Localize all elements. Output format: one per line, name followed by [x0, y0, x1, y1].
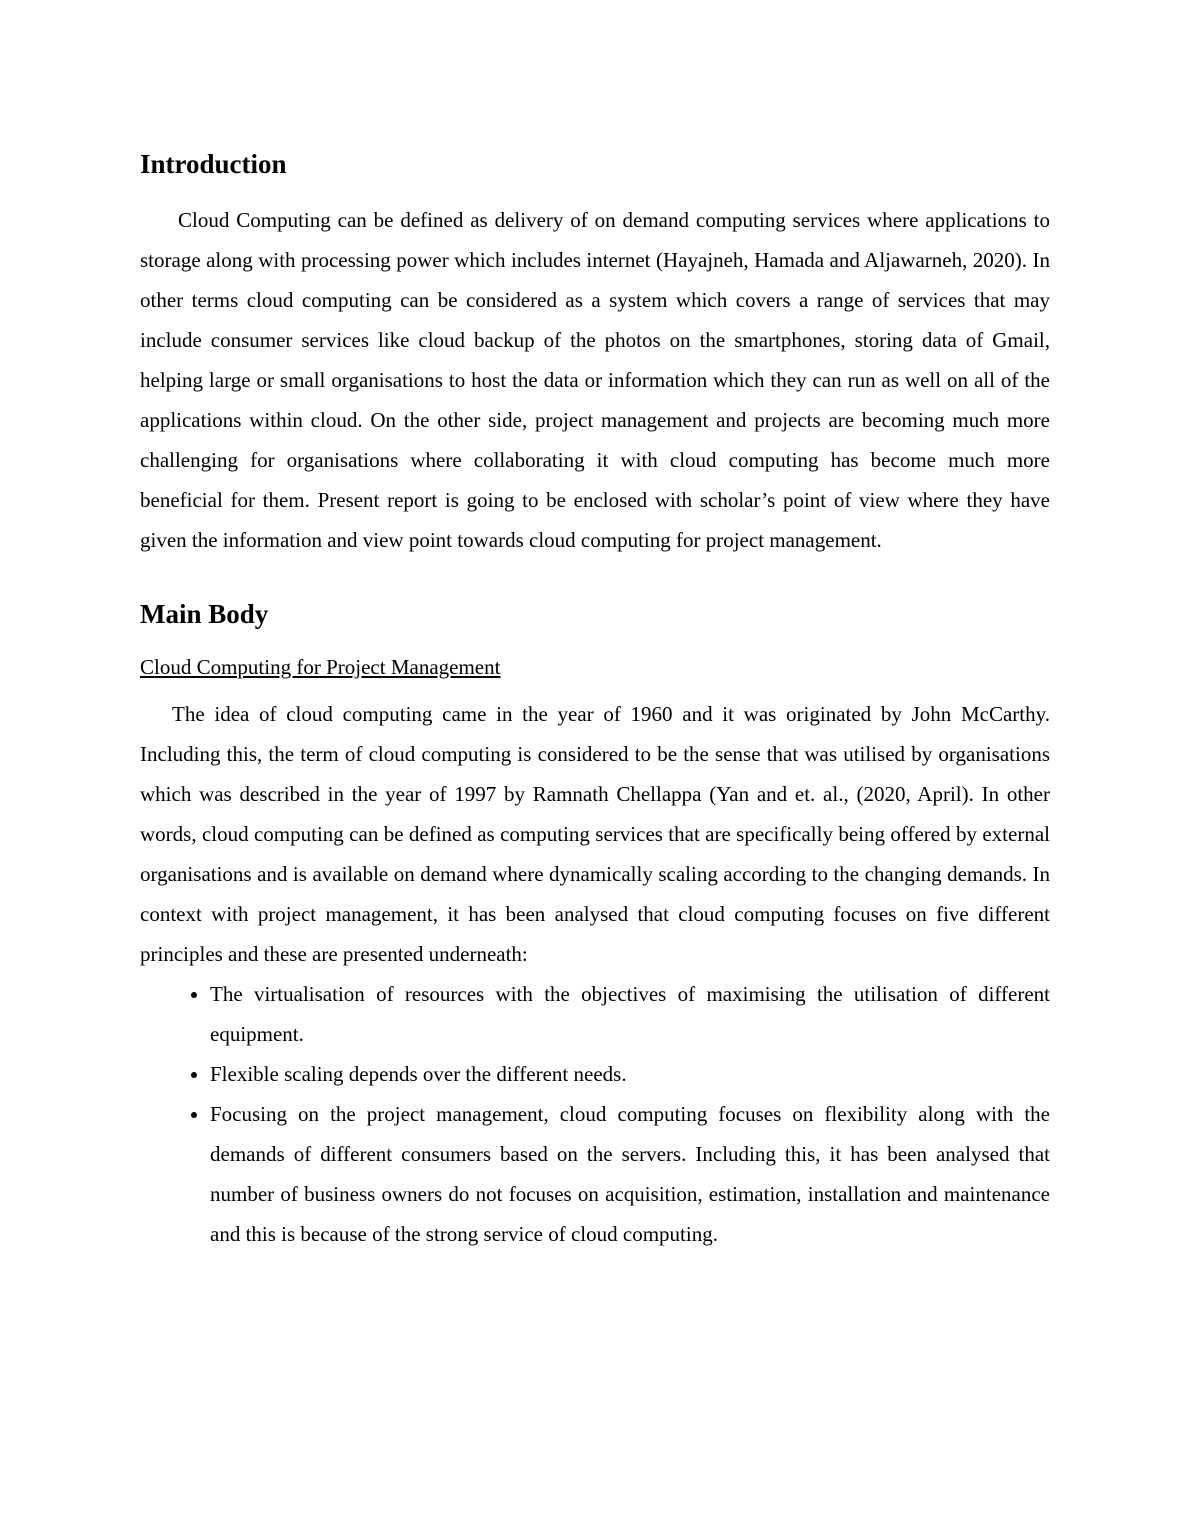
heading-introduction: Introduction [140, 149, 287, 179]
list-item: • The virtualisation of resources with the objectives of maximising the utilisation of different equipment. [210, 974, 1050, 1054]
paragraph-main-body: The idea of cloud computing came in the year of 1960 and it was originated by John McCarthy. Including this, the term of cloud computing is considered to be the sense that was utilised by organisations which was described in the year of 1997 by Ramnath Chellappa (Yan and et. al., (2020, April). In other words, cloud computing can be defined as computing services that are specifically being offered by external organisations and is available on demand where dynamically scaling according to the changing demands. In context with project management, it has been analysed that cloud computing focuses on five different principles and these are presented underneath: [140, 702, 1050, 967]
bullet-list [140, 974, 1050, 1254]
subheading-cloud-computing-for-project-management: Cloud Computing for Project Management [140, 654, 501, 679]
list-item: • Flexible scaling depends over the different needs. [210, 1054, 1050, 1094]
paragraph-introduction: Cloud Computing can be defined as delivery of on demand computing services where applications to storage along with processing power which includes internet (Hayajneh, Hamada and Aljawarneh, 2020). In other terms cloud computing can be considered as a system which covers a range of services that may include consumer services like cloud backup of the photos on the smartphones, storing data of Gmail, helping large or small organisations to host the data or information which they can run as well on all of the applications within cloud. On the other side, project management and projects are becoming much more challenging for organisations where collaborating it with cloud computing has become much more beneficial for them. Present report is going to be enclosed with scholar’s point of view where they have given the information and view point towards cloud computing for project management. [140, 208, 1050, 553]
heading-main-body: Main Body [140, 599, 269, 630]
list-item: • Focusing on the project management, cloud computing focuses on flexibility along with the demands of different consumers based on the servers. Including this, it has been analysed that number of business owners do not focuses on acquisition, estimation, installation and maintenance and this is because of the strong service of cloud computing. [210, 1094, 1050, 1254]
